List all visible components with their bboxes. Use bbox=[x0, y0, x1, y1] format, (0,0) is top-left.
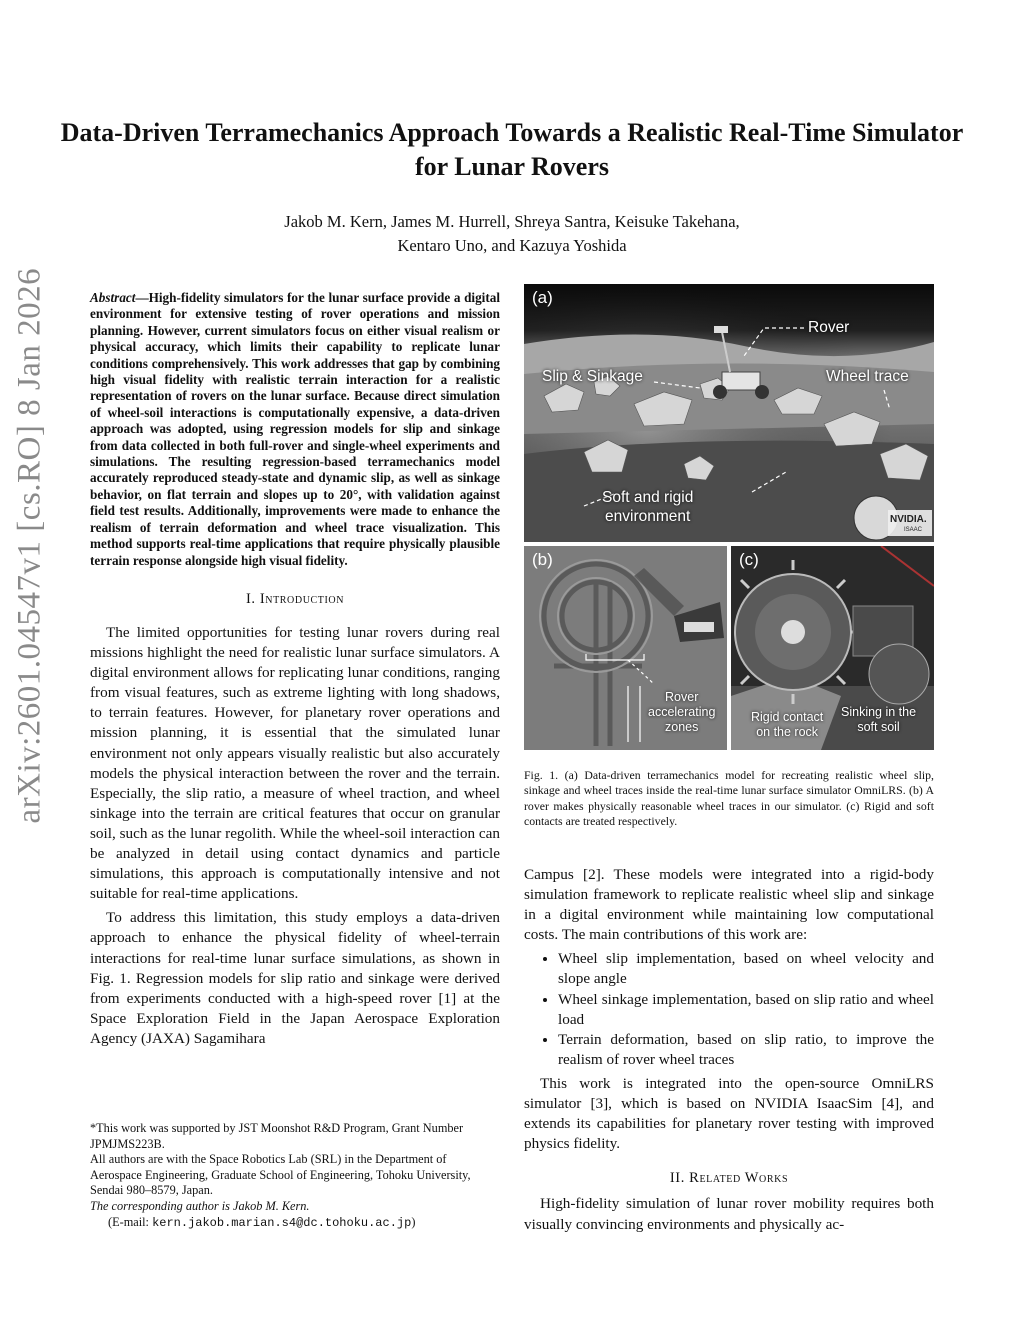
abstract: Abstract—High-fidelity simulators for the lunar surface provide a digital environment for extensive testing of rover operations and mission planning. However, current simulators focus on either visual realism or physical accuracy, which limits their capability to replicate lunar conditions comprehensively. This work addresses that gap by combining high visual fidelity with realistic terrain interaction for a realistic representation of rovers on the lunar surface. Because direct simulation of wheel-soil interactions is computationally expensive, a data-driven approach was adopted, using regression models for slip and sinkage from data collected in both full-rover and single-wheel experiments and simulations. The resulting regression-based terramechanics model accurately reproduced steady-state and dynamic slip, as well as sinkage behavior, on flat terrain and slopes up to 20°, with validation against field test results. Additionally, improvements were made to enhance the realism of terrain deformation and wheel trace visualization. This method supports real-time applications that require physically plausible terrain response alongside high visual fidelity. bbox=[90, 290, 500, 568]
nvidia-logo-text: NVIDIA. bbox=[890, 514, 927, 525]
annotation-accelerating-line-2: accelerating bbox=[648, 705, 716, 719]
related-paragraph-1: High-fidelity simulation of lunar rover mobility requires both visually convincing environments and physically ac- bbox=[524, 1195, 934, 1233]
email-suffix: ) bbox=[411, 1214, 416, 1229]
abstract-text: High-fidelity simulators for the lunar surface provide a digital environment for extensive testing of rover operations and mission planning. However, current simulators focus on either visual realism or physical accuracy, which limits their capability to replicate lunar conditions comprehensively. This work addresses that gap by combining high visual fidelity with realistic terrain interaction for a realistic representation of rovers on the lunar surface. Because direct simulation of wheel-soil interactions is computationally expensive, a data-driven approach was adopted, using regression models for slip and sinkage from data collected in both full-rover and single-wheel experiments and simulations. The resulting regression-based terramechanics model accurately reproduced steady-state and dynamic slip, as well as sinkage behavior, on flat terrain and slopes up to 20°, with validation against field test results. Additionally, improvements were made to enhance the realism of terrain deformation and wheel trace visualization. This method supports real-time applications that require physically plausible terrain response alongside high visual fidelity. bbox=[90, 290, 500, 568]
annotation-rigid-line-2: on the rock bbox=[756, 725, 819, 739]
footnote-affiliation: All authors are with the Space Robotics Lab (SRL) in the Department of Aerospace Engineering, Graduate School of Engineering, Tohoku University, Sendai 980–8579, Japan. bbox=[90, 1152, 471, 1198]
figure-panel-a bbox=[524, 284, 934, 542]
annotation-slip-sinkage: Slip & Sinkage bbox=[542, 368, 643, 385]
footnote-corresponding: The corresponding author is Jakob M. Kern. bbox=[90, 1198, 310, 1213]
contribution-item: • Wheel sinkage implementation, based on slip ratio and wheel load bbox=[558, 990, 934, 1030]
annotation-sinking-line-2: soft soil bbox=[857, 720, 900, 734]
footnote-funding: *This work was supported by JST Moonshot R&D Program, Grant Number JPMJMS223B. bbox=[90, 1121, 464, 1151]
annotation-wheel-trace: Wheel trace bbox=[826, 368, 909, 385]
annotation-accelerating-line-3: zones bbox=[665, 720, 699, 734]
panel-c-label: (c) bbox=[739, 550, 759, 569]
authors-line-1: Jakob M. Kern, James M. Hurrell, Shreya Santra, Keisuke Takehana, bbox=[284, 212, 740, 231]
arxiv-identifier: arXiv:2601.04547v1 [cs.RO] 8 Jan 2026 bbox=[11, 267, 48, 824]
annotation-soft-rigid-line-2: environment bbox=[605, 508, 691, 525]
email-prefix: (E-mail: bbox=[108, 1214, 153, 1229]
intro-paragraph-2: To address this limitation, this study employs a data-driven approach to enhance the physical fidelity of wheel-terrain interactions for real-time lunar surface simulations, as shown in Fig. 1. Regression models for slip ratio and sinkage were derived from experiments conducted with a high-speed rover [1] at the Space Exploration Field in the Japan Aerospace Exploration Agency (JAXA) Sagamihara bbox=[90, 909, 500, 1047]
authors-line-2: Kentaro Uno, and Kazuya Yoshida bbox=[397, 236, 627, 255]
isaac-logo-text: ISAAC bbox=[904, 527, 923, 533]
right-paragraph-2: This work is integrated into the open-source OmniLRS simulator [3], which is based on NVIDIA IsaacSim [4], and extends its capabilities for planetary rover testing with improved physics fidelity. bbox=[524, 1074, 934, 1153]
contribution-item: • Terrain deformation, based on slip ratio, to improve the realism of rover wheel traces bbox=[558, 1030, 934, 1070]
annotation-rover: Rover bbox=[808, 319, 850, 336]
section-heading-introduction: I. Introduction bbox=[245, 590, 345, 607]
footnote-email bbox=[90, 1215, 500, 1232]
authors bbox=[100, 210, 924, 258]
footnotes bbox=[90, 1121, 500, 1231]
annotation-soft-rigid-line-1: Soft and rigid bbox=[602, 489, 694, 506]
annotation-soft-rigid bbox=[602, 488, 693, 526]
annotation-rigid-line-1: Rigid contact bbox=[751, 710, 824, 724]
left-column bbox=[90, 290, 500, 1053]
annotation-sinking-line-1: Sinking in the bbox=[841, 705, 917, 719]
panel-a-label: (a) bbox=[532, 288, 553, 307]
intro-paragraph-1: The limited opportunities for testing lunar rovers during real missions highlight the need for realistic lunar surface simulators. A digital environment allows for replicating lunar conditions, ranging from visual features, such as extreme lighting with long shadows, to terrain features. However, for planetary rover operations and mission planning, it is essential that the simulated lunar environment not only appears visually realistic but also accurately models the physical interaction between the rover and the terrain. Especially, the slip ratio, a measure of wheel traction, and wheel sinkage into the terrain are critical features that occur on granular soil, such as the lunar regolith. While the wheel-soil interaction can be analyzed in detail using contact dynamics and particle simulations, this approach is computationally intensive and not suitable for real-time applications. bbox=[90, 624, 500, 903]
right-paragraph-1: Campus [2]. These models were integrated into a rigid-body simulation framework to replicate realistic wheel slip and sinkage in a digital environment while maintaining low computational costs. The main contributions of this work are: bbox=[524, 866, 934, 944]
lunar-scene-image bbox=[524, 284, 934, 542]
annotation-sinking-soft-soil bbox=[841, 705, 916, 735]
figure-panel-c bbox=[731, 546, 934, 750]
panel-b-label: (b) bbox=[532, 550, 553, 569]
contribution-item: • Wheel slip implementation, based on wheel velocity and slope angle bbox=[558, 949, 934, 989]
annotation-accelerating-zones bbox=[648, 690, 715, 735]
figure-caption: Fig. 1. (a) Data-driven terramechanics model for recreating realistic wheel slip, sinkage and wheel traces inside the real-time lunar surface simulator OmniLRS. (b) A rover makes physically reasonable wheel traces in our simulator. (c) Rigid and soft contacts are treated respectively. bbox=[524, 768, 934, 828]
annotation-accelerating-line-1: Rover bbox=[665, 690, 699, 704]
abstract-label: Abstract bbox=[90, 290, 136, 305]
email-address[interactable]: kern.jakob.marian.s4@dc.tohoku.ac.jp bbox=[152, 1215, 412, 1230]
paper-title: Data-Driven Terramechanics Approach Towards a Realistic Real-Time Simulator for Lunar Rovers bbox=[60, 118, 964, 181]
figure-panel-b bbox=[524, 546, 727, 750]
annotation-rigid-contact bbox=[751, 710, 823, 740]
figure-1 bbox=[524, 284, 934, 750]
section-heading-related-works: II. Related Works bbox=[669, 1170, 789, 1187]
right-column bbox=[524, 865, 934, 1239]
contributions-list bbox=[524, 949, 934, 1070]
